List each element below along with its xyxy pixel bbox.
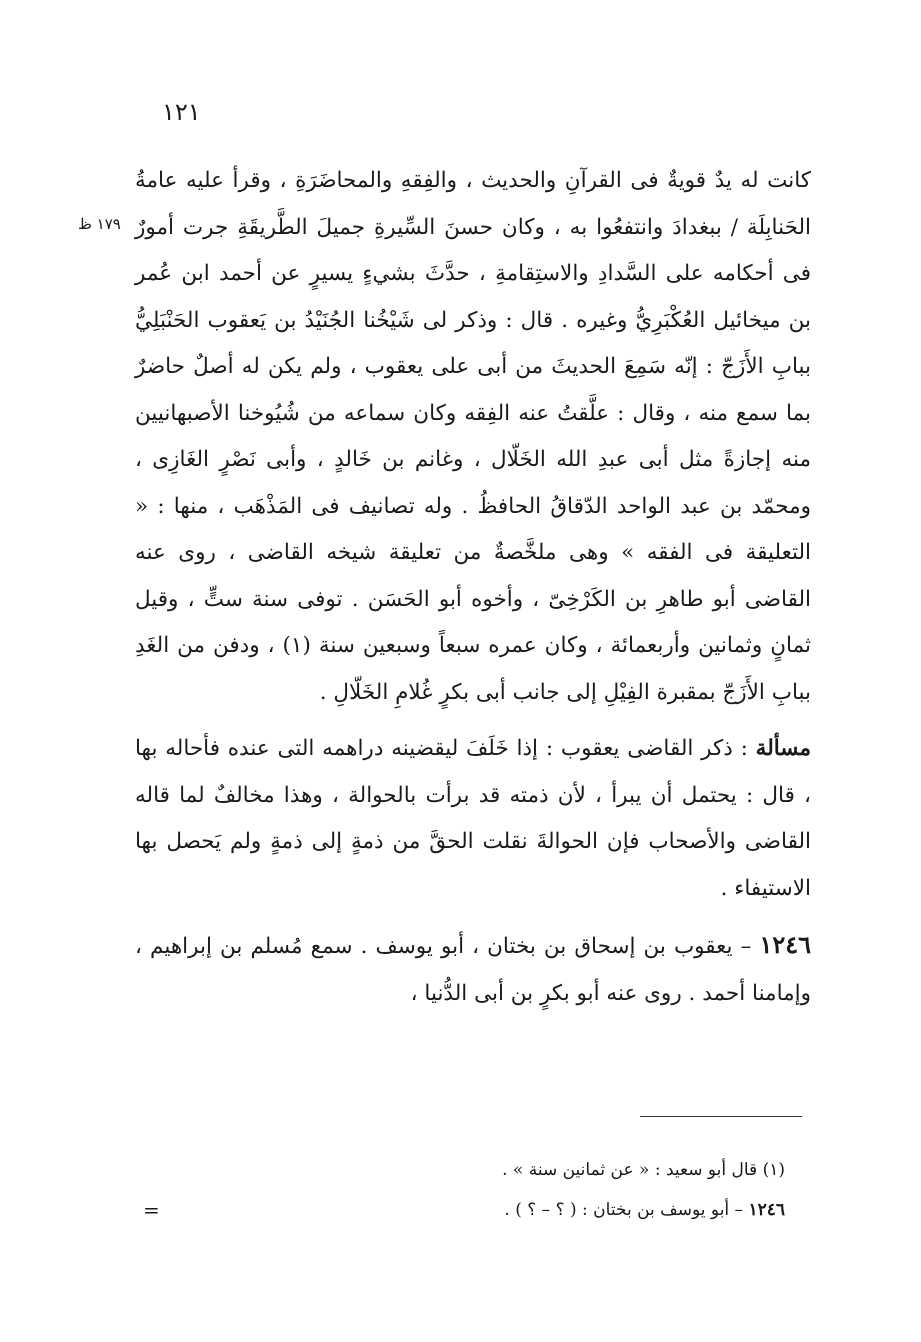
page-number: ١٢١ — [162, 98, 201, 126]
footnote-text: (١) قال أبو سعيد : « عن ثمانين سنة » . — [502, 1160, 785, 1180]
footnote-1 — [240, 1150, 785, 1190]
continuation-mark: = — [143, 1198, 160, 1222]
footnote-text: – أبو يوسف بن بختان : ( ؟ – ؟ ) . — [504, 1200, 749, 1220]
main-text — [135, 158, 811, 1017]
margin-folio-note: ١٧٩ ظ — [78, 215, 121, 233]
paragraph-masala — [135, 726, 811, 912]
footnote-divider — [640, 1116, 802, 1117]
paragraph-biography — [135, 158, 811, 716]
footnote-entry-1246 — [240, 1190, 785, 1230]
masala-heading: مسألة — [755, 736, 811, 761]
footnotes — [240, 1150, 785, 1230]
entry-number: ١٢٤٦ — [759, 930, 811, 959]
footnote-entry-number: ١٢٤٦ — [748, 1200, 785, 1220]
paragraph-entry-1246 — [135, 922, 811, 1017]
paragraph-text: : ذكر القاضى يعقوب : إذا خَلَفَ ليقضينه دراهمه التى عنده فأحاله بها ، قال : يحتمل أن يبرأ ، لأن ذمته قد برأت بالحوالة ، وهذا مخالفٌ لما قاله القاضى والأصحاب فإن الحوالةَ نقلت الحقَّ من ذمةٍ إلى ذمةٍ ولم يَحصل بها الاستيفاء . — [135, 736, 811, 901]
paragraph-text: – يعقوب بن إسحاق بن بختان ، أبو يوسف . سمع مُسلم بن إبراهيم ، وإمامنا أحمد . روى عنه أبو بكرٍ بن أبى الدُّنيا ، — [135, 934, 811, 1006]
paragraph-text: كانت له يدٌ قويةٌ فى القرآنِ والحديث ، والفِقهِ والمحاضَرَةِ ، وقرأ عليه عامةُ الحَنابِلَة / ببغدادَ وانتفعُوا به ، وكان حسنَ السِّيرةِ جميلَ الطَّريقَةِ جرت أمورٌ فى أحكامه على السَّدادِ والاستِقامةِ ، حدَّثَ بشيءٍ يسيرٍ عن أحمد ابن عُمر بن ميخائيل العُكْبَرِيُّ وغيره . قال : وذكر لى شَيْخُنا الجُنَيْدُ بن يَعقوب الحَنْبَلِيُّ ببابِ الأَزَجّ : إنّه سَمِعَ الحديثَ من أبى على يعقوب ، ولم يكن له أصلٌ حاضرٌ بما سمع منه ، وقال : علَّقتُ عنه الفِقه وكان سماعه من شُيُوخنا الأصبهانيين منه إجازةً مثل أبى عبدِ الله الخَلّال ، وغانم بن خَالدٍ ، وأبى نَصْرٍ الغَازِى ، ومحمّد بن عبد الواحد الدّقاقُ الحافظُ . وله تصانيف فى المَذْهَب ، منها : « التعليقة فى الفقه » وهى ملخَّصةٌ من تعليقة شيخه القاضى ، روى عنه القاضى أبو طاهرِ بن الكَرْخِىّ ، وأخوه أبو الحَسَن . توفى سنة ستٍّ ، وقيل ثمانٍ وثمانين وأربعمائة ، وكان عمره سبعاً وسبعين سنة (١) ، ودفن من الغَدِ ببابِ الأَزَجّ بمقبرة الفِيْلِ إلى جانب أبى بكرٍ غُلامِ الخَلّالِ . — [135, 168, 811, 705]
